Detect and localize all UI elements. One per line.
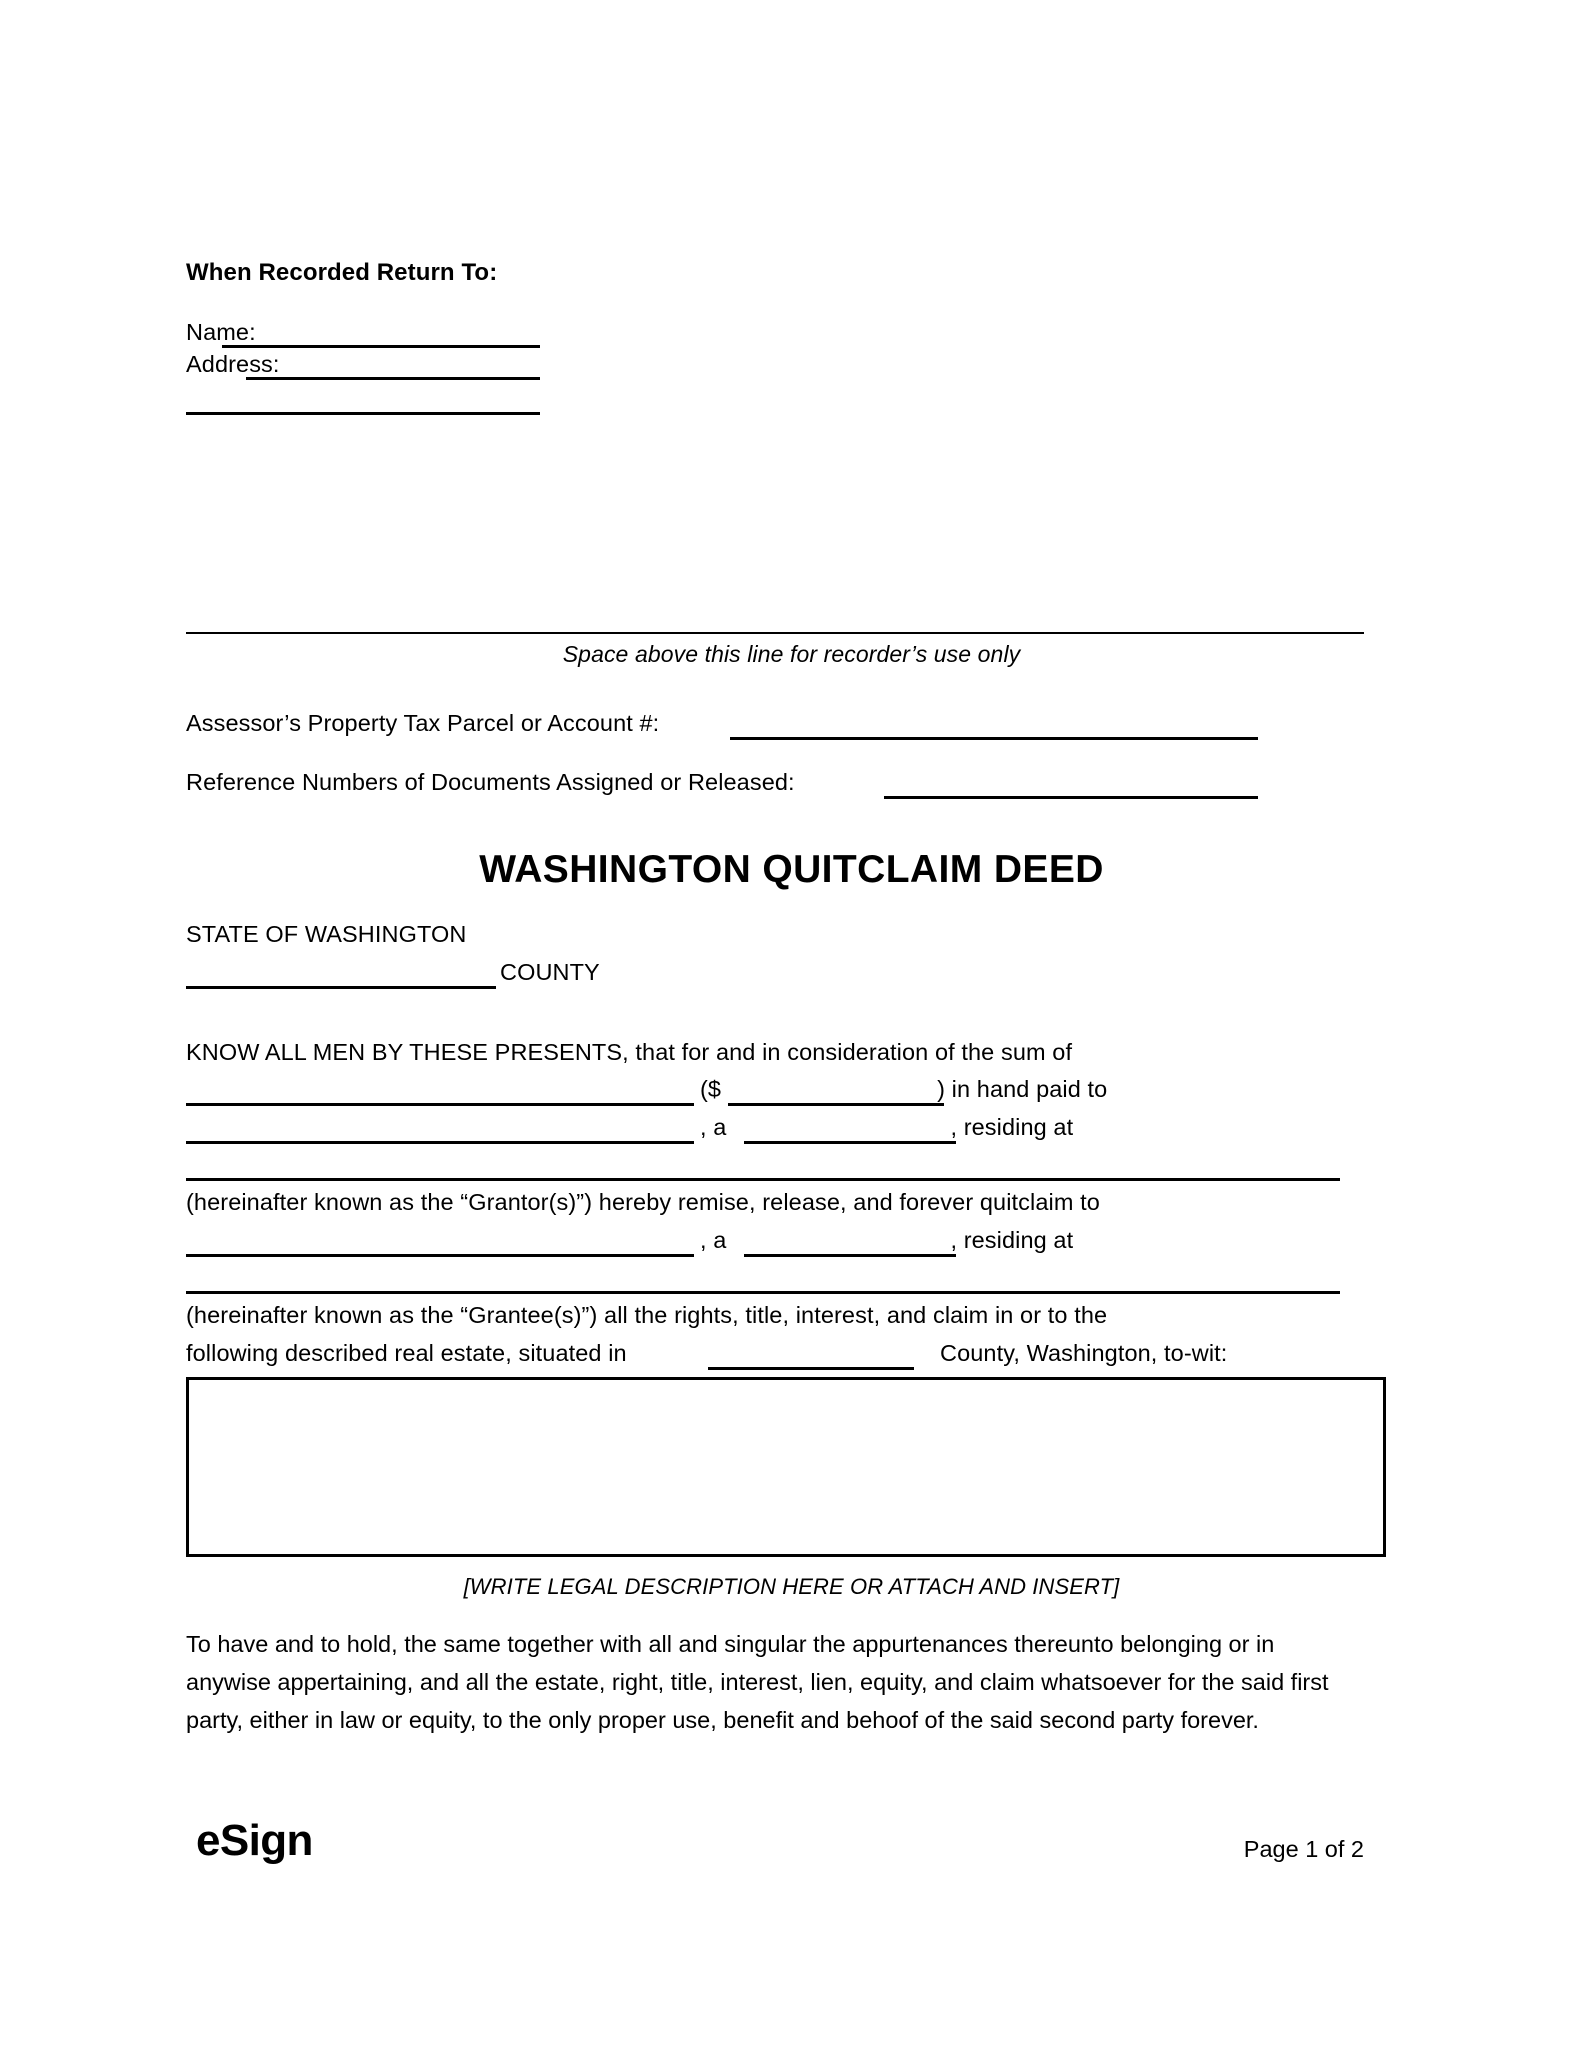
sum-in-words-input[interactable] bbox=[186, 1103, 694, 1106]
grantor-entity-line bbox=[700, 1113, 1073, 1142]
reference-numbers-label: Reference Numbers of Documents Assigned or Released: bbox=[186, 769, 795, 795]
name-label: Name: bbox=[186, 319, 256, 345]
situated-county-input[interactable] bbox=[708, 1367, 914, 1370]
when-recorded-heading: When Recorded Return To: bbox=[186, 259, 498, 286]
legal-description-caption: [WRITE LEGAL DESCRIPTION HERE OR ATTACH AND INSERT] bbox=[463, 1574, 1120, 1599]
esign-logo: eSign bbox=[196, 1816, 313, 1865]
page-title: WASHINGTON QUITCLAIM DEED bbox=[479, 848, 1104, 892]
legal-description-box[interactable] bbox=[186, 1377, 1386, 1557]
assessor-parcel-label: Assessor’s Property Tax Parcel or Account #: bbox=[186, 710, 660, 736]
grantee-clause-text: (hereinafter known as the “Grantee(s)”) all the rights, title, interest, and claim in or to the bbox=[186, 1302, 1108, 1328]
habendum-paragraph: To have and to hold, the same together with all and singular the appurtenances thereunto belonging or in anywise appertaining, and all the estate, right, title, interest, lien, equity, and claim whatsoever for the said first party, either in law or equity, to the only proper use, benefit and behoof of the said second party forever. bbox=[186, 1631, 1329, 1734]
sum-open-paren: ($ bbox=[700, 1076, 722, 1102]
address-blank-line[interactable] bbox=[246, 377, 540, 380]
know-all-men-text: KNOW ALL MEN BY THESE PRESENTS, that for and in consideration of the sum of bbox=[186, 1039, 1073, 1065]
grantor-comma-a: , a bbox=[700, 1114, 727, 1140]
assessor-parcel-input[interactable] bbox=[730, 737, 1258, 740]
county-word-label: COUNTY bbox=[500, 959, 600, 985]
grantee-comma-a: , a bbox=[700, 1227, 727, 1253]
recorder-use-note: Space above this line for recorder’s use only bbox=[562, 641, 1021, 667]
grantee-name-input[interactable] bbox=[186, 1254, 694, 1257]
grantor-clause-text: (hereinafter known as the “Grantor(s)”) hereby remise, release, and forever quitclaim to bbox=[186, 1189, 1100, 1215]
grantor-residing-text: , residing at bbox=[950, 1114, 1074, 1140]
page-number: Page 1 of 2 bbox=[1243, 1836, 1364, 1862]
address-label: Address: bbox=[186, 351, 280, 377]
grantor-address-input[interactable] bbox=[186, 1178, 1340, 1181]
grantor-name-input[interactable] bbox=[186, 1141, 694, 1144]
address-blank-line-2[interactable] bbox=[186, 412, 540, 415]
reference-numbers-input[interactable] bbox=[884, 796, 1258, 799]
sum-paid-to-text bbox=[700, 1075, 1107, 1104]
situated-prefix-text: following described real estate, situated in bbox=[186, 1340, 627, 1366]
grantee-residing-text: , residing at bbox=[950, 1227, 1074, 1253]
grantee-entity-input[interactable] bbox=[744, 1254, 956, 1257]
state-line: STATE OF WASHINGTON bbox=[186, 921, 467, 947]
county-input[interactable] bbox=[186, 986, 496, 989]
sum-amount-input[interactable] bbox=[728, 1103, 944, 1106]
recorder-divider bbox=[186, 632, 1364, 634]
sum-close-text: ) in hand paid to bbox=[937, 1076, 1108, 1102]
grantor-entity-input[interactable] bbox=[744, 1141, 956, 1144]
name-blank-line[interactable] bbox=[222, 345, 540, 348]
grantee-address-input[interactable] bbox=[186, 1291, 1340, 1294]
grantee-entity-line bbox=[700, 1226, 1073, 1255]
situated-suffix-text: County, Washington, to-wit: bbox=[940, 1340, 1228, 1366]
